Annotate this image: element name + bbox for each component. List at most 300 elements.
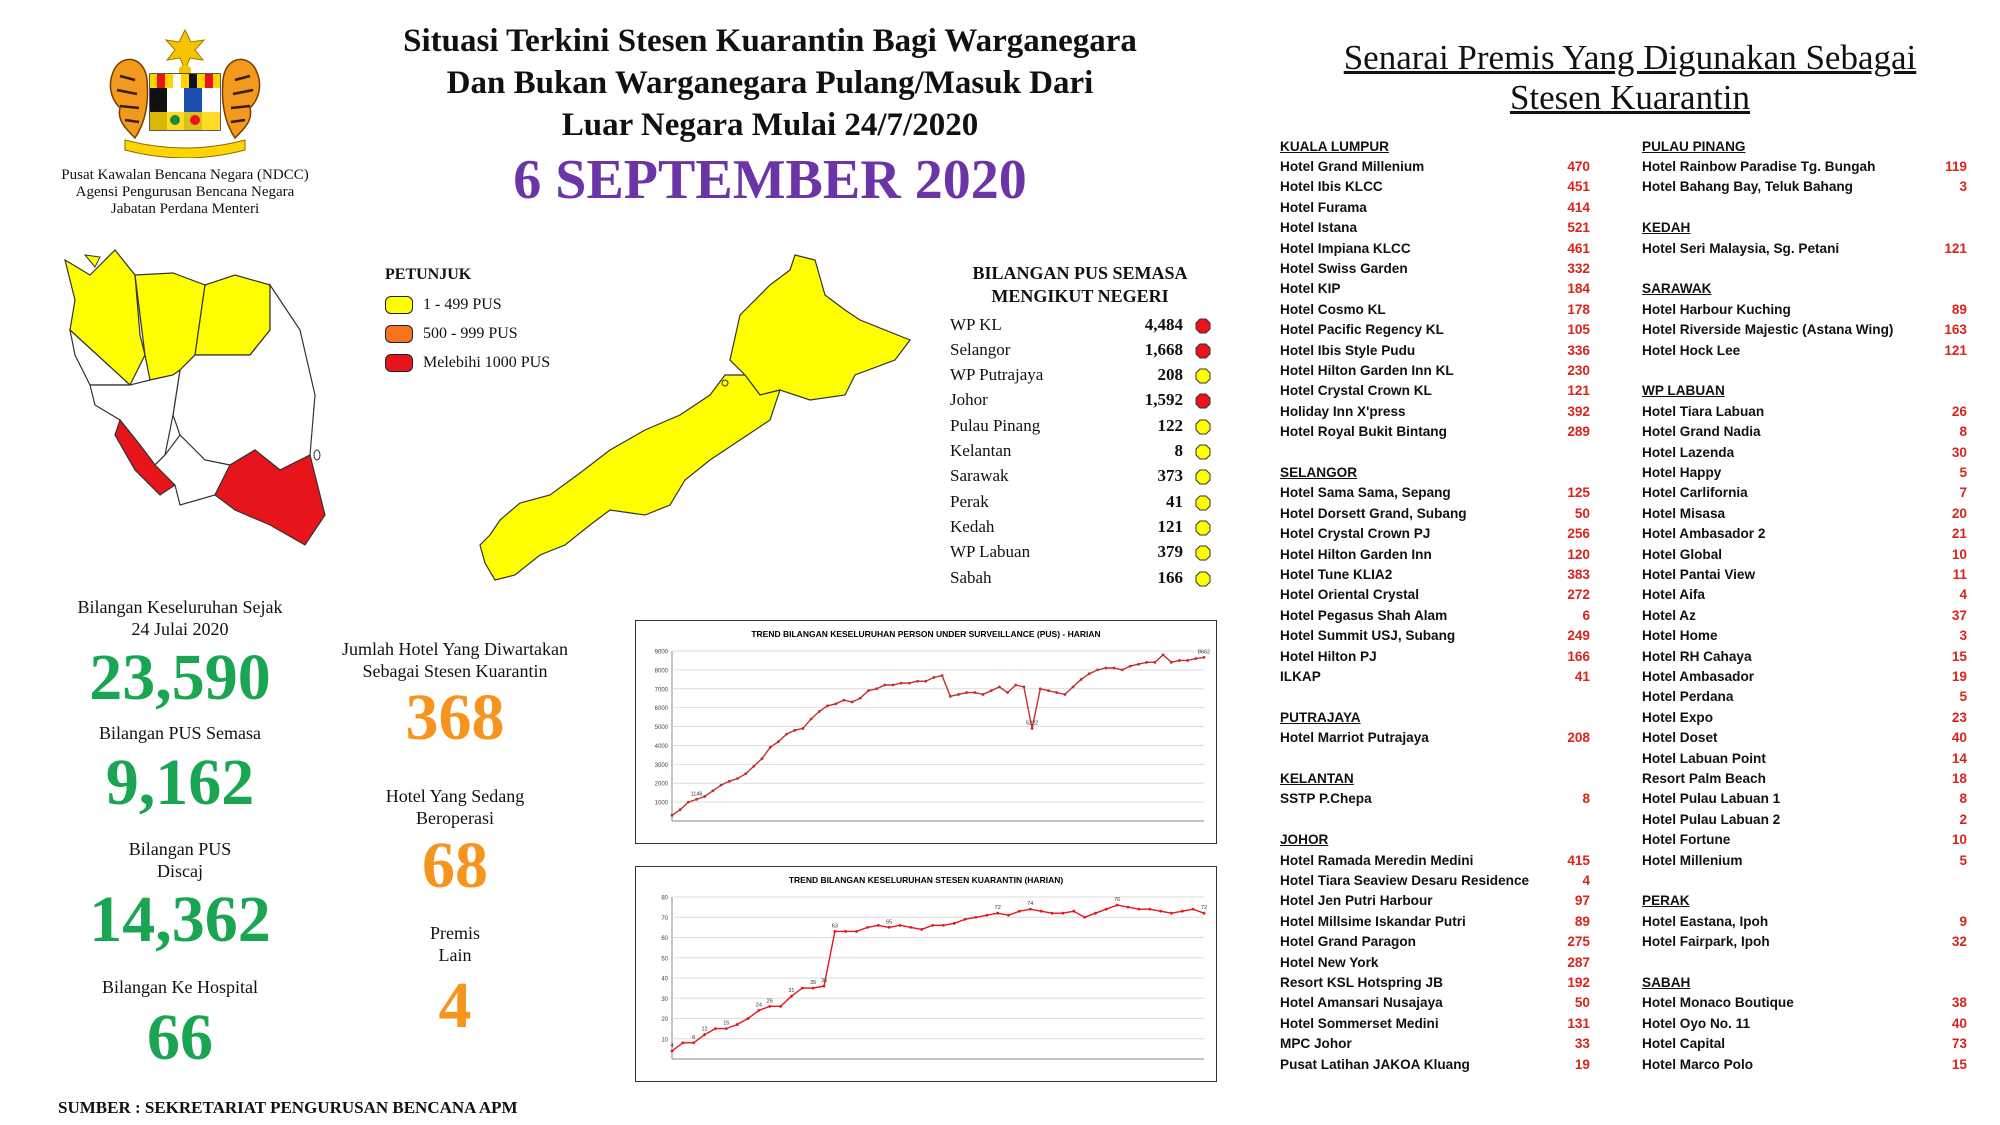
- negeri-row: [950, 464, 1212, 489]
- data-point: [1153, 661, 1156, 664]
- premis-name: Hotel Crystal Crown KL: [1280, 383, 1432, 399]
- premis-row: [1280, 279, 1590, 299]
- premis-row: [1280, 340, 1590, 360]
- premis-name: Hotel Pantai View: [1642, 566, 1756, 582]
- premis-name: Hotel Oriental Crystal: [1280, 587, 1419, 603]
- data-point: [1170, 912, 1173, 915]
- premis-count: 33: [1574, 1036, 1590, 1052]
- data-point: [818, 710, 821, 713]
- premis-row: [1280, 626, 1590, 646]
- premis-count: 40: [1951, 730, 1967, 746]
- premis-count: 336: [1567, 342, 1590, 358]
- data-point: [777, 740, 780, 743]
- data-point: [1137, 663, 1140, 666]
- premis-name: Hotel Ramada Meredin Medini: [1280, 852, 1474, 868]
- legend-swatch-yellow: [385, 296, 413, 314]
- data-point: [985, 914, 988, 917]
- negeri-name: Johor: [950, 390, 988, 410]
- data-point: [965, 691, 968, 694]
- negeri-row: [950, 489, 1212, 514]
- premis-count: 178: [1567, 301, 1590, 317]
- data-point: [866, 926, 869, 929]
- data-point: [671, 1050, 674, 1053]
- negeri-indicator-icon: [1195, 520, 1209, 534]
- data-point: [785, 733, 788, 736]
- premis-count: 275: [1567, 934, 1590, 950]
- premis-row: [1642, 1013, 1967, 1033]
- hospital-label: Bilangan Ke Hospital: [102, 977, 258, 997]
- hotel-total-value: 368: [405, 681, 505, 754]
- premis-count: 8: [1959, 791, 1967, 807]
- premis-row: [1642, 1054, 1967, 1074]
- premis-row: [1642, 728, 1967, 748]
- premis-row: [1642, 646, 1967, 666]
- agency-line-2: Agensi Pengurusan Bencana Negara: [75, 184, 295, 200]
- data-point: [851, 701, 854, 704]
- premis-count: 272: [1567, 587, 1590, 603]
- premis-row: [1642, 299, 1967, 319]
- data-point: [909, 926, 912, 929]
- premis-count: 5: [1959, 852, 1967, 868]
- data-point: [844, 930, 847, 933]
- premis-count: 15: [1951, 648, 1967, 664]
- negeri-indicator-icon: [1195, 368, 1209, 382]
- data-label: 76: [1114, 897, 1121, 904]
- data-label: 5222: [1025, 720, 1039, 727]
- data-point: [1170, 661, 1173, 664]
- data-point: [949, 695, 952, 698]
- premis-row: [1280, 238, 1590, 258]
- premis-row: [1642, 626, 1967, 646]
- data-point: [1148, 908, 1151, 911]
- premis-row: [1280, 911, 1590, 931]
- premis-count: 10: [1951, 832, 1967, 848]
- premis-count: 15: [1951, 1056, 1967, 1072]
- hotel-operating-label: [310, 785, 600, 829]
- title-line-2: Dan Bukan Warganegara Pulang/Masuk Dari: [446, 65, 1094, 101]
- premis-row: [1280, 564, 1590, 584]
- premis-count: 40: [1951, 1015, 1967, 1031]
- negeri-title-line-2: MENGIKUT NEGERI: [991, 286, 1169, 306]
- data-point: [957, 693, 960, 696]
- premis-row: [1642, 1034, 1967, 1054]
- premis-name: Resort Palm Beach: [1642, 770, 1766, 786]
- premis-name: ILKAP: [1280, 668, 1321, 684]
- premis-row: [1280, 1054, 1590, 1074]
- negeri-name: WP KL: [950, 314, 1002, 334]
- premis-row: [1280, 320, 1590, 340]
- premis-name: Hotel Crystal Crown PJ: [1280, 526, 1431, 542]
- premis-name: Hotel Harbour Kuching: [1642, 301, 1791, 317]
- premis-row: [1642, 830, 1967, 850]
- premis-row: [1642, 605, 1967, 625]
- premis-region-heading: SARAWAK: [1642, 281, 1712, 297]
- data-point: [736, 1023, 739, 1026]
- premis-count: 230: [1567, 362, 1590, 378]
- data-point: [1105, 908, 1108, 911]
- premis-region-heading: JOHOR: [1280, 832, 1329, 848]
- negeri-row: [950, 439, 1212, 464]
- premis-name: Hotel Ibis KLCC: [1280, 179, 1383, 195]
- data-point: [1006, 691, 1009, 694]
- premis-row: [1642, 748, 1967, 768]
- semasa-label: Bilangan PUS Semasa: [99, 723, 261, 743]
- premis-name: Hotel Lazenda: [1642, 444, 1735, 460]
- premis-row: [1642, 666, 1967, 686]
- discaj-value: 14,362: [89, 883, 271, 956]
- y-tick-label: 10: [661, 1037, 668, 1044]
- semasa-value: 9,162: [105, 746, 255, 819]
- negeri-table-title: [935, 262, 1225, 308]
- premis-name: Hotel Summit USJ, Subang: [1280, 628, 1456, 644]
- peninsular-malaysia-map: [55, 245, 335, 560]
- premis-name: Hotel New York: [1280, 954, 1379, 970]
- y-tick-label: 6000: [654, 706, 668, 713]
- data-point: [810, 718, 813, 721]
- series-line: [672, 655, 1204, 816]
- data-point: [924, 680, 927, 683]
- data-point: [714, 1027, 717, 1030]
- premis-count: 20: [1951, 505, 1967, 521]
- negeri-name: Sabah: [950, 567, 992, 587]
- data-point: [790, 995, 793, 998]
- negeri-indicator-icon: [1195, 469, 1209, 483]
- data-point: [900, 682, 903, 685]
- y-tick-label: 4000: [654, 743, 668, 750]
- data-point: [867, 689, 870, 692]
- title-line-1: Situasi Terkini Stesen Kuarantin Bagi Warganegara: [403, 23, 1137, 59]
- premis-name: Hotel Home: [1642, 628, 1718, 644]
- data-point: [941, 674, 944, 677]
- data-point: [802, 727, 805, 730]
- premis-row: [1280, 891, 1590, 911]
- data-point: [1121, 668, 1124, 671]
- premis-count: 125: [1567, 485, 1590, 501]
- premis-row: [1642, 156, 1967, 176]
- data-point: [671, 814, 674, 817]
- premis-name: SSTP P.Chepa: [1280, 791, 1372, 807]
- premis-name: Hotel Cosmo KL: [1280, 301, 1386, 317]
- negeri-name: Kedah: [950, 516, 995, 536]
- data-label: 72: [994, 905, 1001, 912]
- data-point: [1072, 685, 1075, 688]
- premis-row: [1642, 768, 1967, 788]
- hotel-total-label-line-2: Sebagai Stesen Kuarantin: [362, 661, 548, 681]
- premis-count: 521: [1567, 220, 1590, 236]
- data-point: [982, 693, 985, 696]
- legend-item: [385, 319, 615, 348]
- negeri-indicator-icon: [1195, 571, 1209, 585]
- legend-label: 1 - 499 PUS: [423, 295, 502, 313]
- data-point: [1194, 657, 1197, 660]
- data-point: [1080, 678, 1083, 681]
- premis-count: 3: [1959, 628, 1967, 644]
- data-point: [834, 702, 837, 705]
- premis-row: [1642, 401, 1967, 421]
- data-point: [1129, 665, 1132, 668]
- data-point: [712, 789, 715, 792]
- negeri-row: [950, 337, 1212, 362]
- premis-region-heading: PERAK: [1642, 893, 1690, 909]
- premis-name: Hotel Amansari Nusajaya: [1280, 995, 1443, 1011]
- premis-name: Hotel Sama Sama, Sepang: [1280, 485, 1451, 501]
- premis-region-heading: SELANGOR: [1280, 464, 1358, 480]
- source-note: SUMBER : SEKRETARIAT PENGURUSAN BENCANA APM: [58, 1098, 518, 1117]
- premis-count: 415: [1567, 852, 1590, 868]
- data-point: [736, 777, 739, 780]
- data-point: [695, 798, 698, 801]
- data-point: [1039, 687, 1042, 690]
- pus-trend-svg: [636, 621, 1216, 843]
- premis-count: 451: [1567, 179, 1590, 195]
- pus-trend-chart: [635, 620, 1217, 844]
- data-label: 26: [766, 998, 773, 1005]
- data-point: [899, 924, 902, 927]
- legend-title: PETUNJUK: [385, 266, 472, 283]
- premis-row: [1642, 442, 1967, 462]
- data-label: 65: [886, 919, 893, 926]
- data-point: [1094, 912, 1097, 915]
- premis-name: Hotel Hilton Garden Inn: [1280, 546, 1432, 562]
- premis-row: [1280, 503, 1590, 523]
- hospital-value: 66: [147, 1001, 213, 1074]
- premis-count: 332: [1567, 260, 1590, 276]
- data-point: [692, 1041, 695, 1044]
- premis-name: Pusat Latihan JAKOA Kluang: [1280, 1056, 1470, 1072]
- premis-row: [1280, 258, 1590, 278]
- data-point: [1127, 906, 1130, 909]
- negeri-indicator-icon: [1195, 495, 1209, 509]
- y-tick-label: 40: [661, 976, 668, 983]
- data-point: [859, 697, 862, 700]
- premis-lain-label: [310, 922, 600, 966]
- premis-count: 41: [1574, 668, 1590, 684]
- premis-region-heading: PULAU PINANG: [1642, 138, 1746, 154]
- data-label: 63: [831, 923, 838, 930]
- y-tick-label: 30: [661, 996, 668, 1003]
- premis-row: [1280, 381, 1590, 401]
- data-point: [1178, 659, 1181, 662]
- negeri-name: Perak: [950, 491, 989, 511]
- data-point: [1029, 908, 1032, 911]
- data-point: [883, 684, 886, 687]
- y-tick-label: 8000: [654, 668, 668, 675]
- premis-region-heading: WP LABUAN: [1642, 383, 1725, 399]
- data-point: [752, 765, 755, 768]
- data-label: 72: [1200, 905, 1208, 912]
- premis-count: 50: [1574, 505, 1590, 521]
- data-point: [1192, 908, 1195, 911]
- negeri-value: 166: [1157, 567, 1183, 587]
- premis-name: Hotel Ibis Style Pudu: [1280, 342, 1416, 358]
- premis-name: Hotel Doset: [1642, 730, 1718, 746]
- negeri-indicator-icon: [1195, 343, 1209, 357]
- data-point: [679, 808, 682, 811]
- premis-count: 10: [1951, 546, 1967, 562]
- premis-count: 287: [1567, 954, 1590, 970]
- negeri-indicator-icon: [1195, 444, 1209, 458]
- negeri-name: Kelantan: [950, 441, 1012, 460]
- premis-name: Resort KSL Hotspring JB: [1280, 974, 1443, 990]
- data-point: [1061, 912, 1064, 915]
- premis-count: 256: [1567, 526, 1590, 542]
- premis-name: Hotel Ambasador: [1642, 668, 1755, 684]
- negeri-row: [950, 388, 1212, 413]
- premis-name: Hotel Ambasador 2: [1642, 526, 1766, 542]
- data-point: [1014, 684, 1017, 687]
- premis-name: Hotel Misasa: [1642, 505, 1726, 521]
- premis-count: 89: [1951, 301, 1967, 317]
- chart-title: TREND BILANGAN KESELURUHAN STESEN KUARANTIN (HARIAN): [788, 875, 1064, 885]
- premis-name: Hotel Eastana, Ipoh: [1642, 913, 1769, 929]
- data-point: [793, 729, 796, 732]
- premis-name: Hotel Sommerset Medini: [1280, 1015, 1439, 1031]
- data-point: [1203, 656, 1206, 659]
- data-point: [875, 687, 878, 690]
- chart-title: TREND BILANGAN KESELURUHAN PERSON UNDER SURVEILLANCE (PUS) - HARIAN: [751, 629, 1101, 639]
- legend-label: Melebihi 1000 PUS: [423, 353, 551, 371]
- hotel-operating-value: 68: [422, 829, 488, 902]
- negeri-row: [950, 565, 1212, 590]
- discaj-label-line-1: Bilangan PUS: [128, 839, 232, 859]
- premis-name: Hotel Carlifornia: [1642, 485, 1748, 501]
- premis-row: [1280, 728, 1590, 748]
- premis-title-line-1: Senarai Premis Yang Digunakan Sebagai: [1343, 38, 1917, 77]
- premis-count: 163: [1944, 322, 1967, 338]
- premis-name: Hotel Capital: [1642, 1036, 1726, 1052]
- premis-count: 6: [1582, 607, 1590, 623]
- premis-count: 18: [1951, 770, 1967, 786]
- premis-row: [1280, 952, 1590, 972]
- negeri-title-line-1: BILANGAN PUS SEMASA: [972, 263, 1188, 283]
- premis-count: 470: [1567, 158, 1590, 174]
- premis-row: [1280, 177, 1590, 197]
- premis-row: [1642, 687, 1967, 707]
- agency-line-3: Jabatan Perdana Menteri: [110, 201, 260, 217]
- negeri-value: 122: [1157, 415, 1183, 435]
- premis-count: 26: [1951, 403, 1967, 419]
- premis-count: 7: [1959, 485, 1967, 501]
- premis-name: Hotel KIP: [1280, 281, 1341, 297]
- premis-count: 192: [1567, 974, 1590, 990]
- data-point: [842, 699, 845, 702]
- legend-item: [385, 348, 615, 377]
- data-point: [996, 912, 999, 915]
- title-line-3: Luar Negara Mulai 24/7/2020: [561, 107, 979, 143]
- data-label: 12: [701, 1026, 708, 1033]
- premis-name: Hotel Grand Nadia: [1642, 424, 1761, 440]
- premis-name: Hotel Tiara Seaview Desaru Residence: [1280, 872, 1530, 888]
- negeri-indicator-icon: [1195, 545, 1209, 559]
- data-label: 74: [1027, 901, 1034, 908]
- premis-name: Hotel Pegasus Shah Alam: [1280, 607, 1448, 623]
- premis-count: 50: [1574, 995, 1590, 1011]
- negeri-row: [950, 312, 1212, 337]
- data-point: [1072, 910, 1075, 913]
- premis-name: Hotel Impiana KLCC: [1280, 240, 1411, 256]
- premis-row: [1280, 605, 1590, 625]
- premis-count: 4: [1959, 587, 1967, 603]
- data-point: [823, 985, 826, 988]
- premis-name: Hotel Marco Polo: [1642, 1056, 1754, 1072]
- premis-count: 166: [1567, 648, 1590, 664]
- data-point: [990, 689, 993, 692]
- premis-name: Hotel Fortune: [1642, 832, 1731, 848]
- premis-name: Hotel Hilton Garden Inn KL: [1280, 362, 1454, 378]
- data-point: [908, 682, 911, 685]
- premis-count: 4: [1582, 872, 1590, 888]
- data-point: [1145, 661, 1148, 664]
- data-point: [942, 924, 945, 927]
- discaj-label-line-2: Discaj: [157, 861, 203, 881]
- data-point: [877, 924, 880, 927]
- data-point: [933, 676, 936, 679]
- premis-count: 9: [1959, 913, 1967, 929]
- premis-row: [1280, 789, 1590, 809]
- premis-count: 11: [1952, 566, 1967, 582]
- premis-name: Hotel Happy: [1642, 464, 1722, 480]
- premis-count: 8: [1582, 791, 1590, 807]
- premis-name: Hotel Seri Malaysia, Sg. Petani: [1642, 240, 1840, 256]
- data-point: [703, 1033, 706, 1036]
- premis-row: [1642, 932, 1967, 952]
- data-point: [1096, 668, 1099, 671]
- premis-region-heading: KUALA LUMPUR: [1280, 138, 1389, 154]
- y-tick-label: 50: [661, 956, 668, 963]
- premis-row: [1642, 585, 1967, 605]
- data-label: 35: [810, 980, 817, 987]
- data-label: 24: [755, 1002, 762, 1009]
- negeri-value: 121: [1157, 516, 1183, 536]
- premis-row: [1280, 646, 1590, 666]
- negeri-value: 379: [1157, 542, 1183, 562]
- premis-row: [1280, 422, 1590, 442]
- premis-row: [1642, 320, 1967, 340]
- premis-name: Hotel Grand Millenium: [1280, 158, 1425, 174]
- premis-name: Hotel Furama: [1280, 199, 1367, 215]
- premis-count: 120: [1567, 546, 1590, 562]
- negeri-row: [950, 514, 1212, 539]
- hotel-operating-label-line-2: Beroperasi: [416, 808, 494, 828]
- stesen-trend-chart: [635, 866, 1217, 1082]
- premis-count: 414: [1567, 199, 1590, 215]
- premis-name: Hotel Pulau Labuan 2: [1642, 811, 1781, 827]
- premis-count: 184: [1567, 281, 1590, 297]
- premis-row: [1280, 1034, 1590, 1054]
- data-point: [931, 924, 934, 927]
- premis-count: 21: [1951, 526, 1967, 542]
- hotel-total-label-line-1: Jumlah Hotel Yang Diwartakan: [342, 639, 568, 659]
- premis-name: Hotel Istana: [1280, 220, 1358, 236]
- negeri-value: 208: [1157, 365, 1183, 385]
- premis-name: Hotel Fairpark, Ipoh: [1642, 934, 1770, 950]
- premis-name: Hotel Tune KLIA2: [1280, 566, 1393, 582]
- premis-count: 19: [1574, 1056, 1590, 1072]
- total-label-line-1: Bilangan Keseluruhan Sejak: [77, 597, 283, 617]
- premis-count: 19: [1951, 668, 1967, 684]
- negeri-value: 8: [1174, 441, 1183, 460]
- data-point: [855, 930, 858, 933]
- premis-row: [1280, 972, 1590, 992]
- premis-name: Hotel Royal Bukit Bintang: [1280, 424, 1447, 440]
- data-point: [833, 930, 836, 933]
- data-label: 1146: [690, 791, 703, 798]
- data-point: [920, 928, 923, 931]
- report-date: 6 SEPTEMBER 2020: [513, 149, 1027, 211]
- negeri-row: [950, 540, 1212, 565]
- premis-row: [1280, 360, 1590, 380]
- premis-row: [1642, 993, 1967, 1013]
